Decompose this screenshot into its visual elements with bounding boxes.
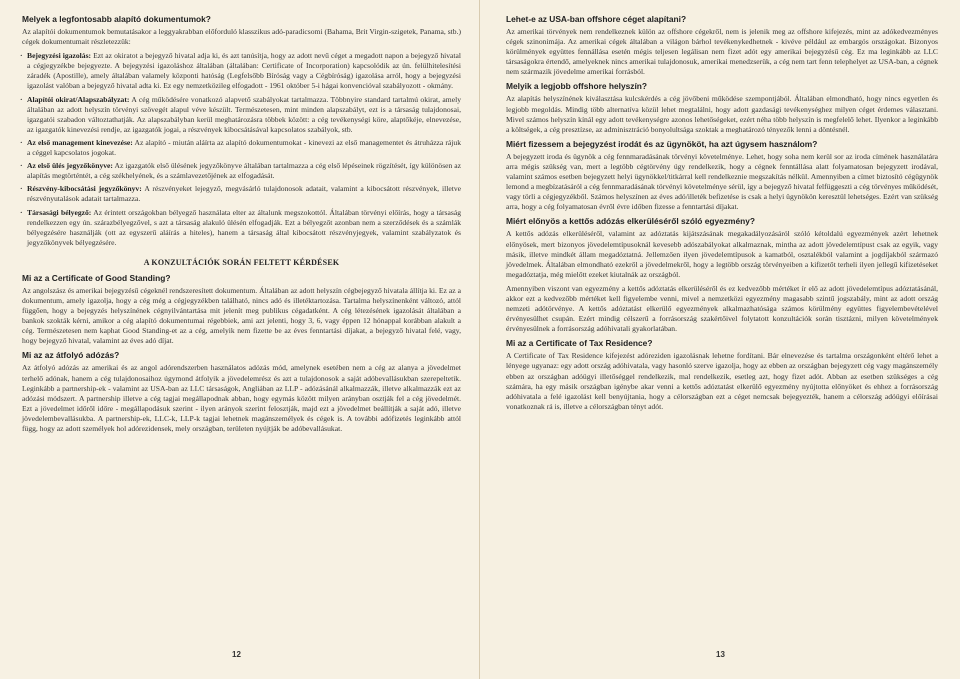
- page-number-left: 12: [232, 650, 241, 659]
- list-item: · Az első management kinevezése: Az alapító - miután aláírta az alapító dokumentumokat - kinevezi az első managementet és átruházza rájuk a céggel kapcsolatos jogokat.: [22, 138, 461, 158]
- question-heading: Miért előnyös a kettős adózás elkerüléséről szóló egyezmény?: [506, 216, 756, 227]
- list-item: · Társasági bélyegző: Az érintett országokban bélyegző használata elter az általunk megszokottól. Általában törvényi előírás, hogy a társaság rendelkezzen egy ún. szárazbélyegzővel, s azt a társaság alakuló ülésén elfogadják. Ezt a bélyegzőt azonban nem a szerződések és a számlák bélyegzésére használják (ott az egyszerű aláírás a hiteles), hanem a társaság által kibocsátott részvényjegyek, valamint szabályzatok és jegyzőkönyvek bélyegzésére.: [22, 208, 461, 248]
- heading-founding-documents: Melyek a legfontosabb alapító dokumentumok?: [22, 14, 211, 24]
- right-page: [480, 0, 960, 679]
- page-number-right: 13: [716, 650, 725, 659]
- answer-paragraph: Amennyiben viszont van egyezmény a kettős adóztatás elkerüléséről és ez kedvezőbb mértéket ír elő az adott jövedelemtípus adóztatásánál, akkor ezt a kedvezőbb mértéket kell figyelembe venni, mivel a nemzetközi egyezmény magasabb szintű jogszabály, mint az adott ország nemzeti adótörvénye. A kettős adóztatást elkerülő egyezmények alkalmazhatósága számos körülmény együttes figyelembevételével érvényesülhet csupán. Ezért mindig célszerű a forrásország szakértőivel folytatott konzultációk során tisztázni, milyen követelmények érvényesülnek a forrásország adóhivatali gyakorlatában.: [506, 283, 938, 334]
- question-heading: Mi az a Certificate of Good Standing?: [22, 272, 171, 283]
- section-title: A KONZULTÁCIÓK SORÁN FELTETT KÉRDÉSEK: [143, 257, 340, 267]
- list-item: · Az első ülés jegyzőkönyve: Az igazgatók első ülésének jegyzőkönyve általában tartalmazza a cég első lépéseinek rögzítését, így különösen az alapítás megtörténtét, a cég székhelyének, és a számlavezetőjének az elfogadását.: [22, 161, 461, 181]
- list-item: · Részvény-kibocsátási jegyzőkönyv: A részvényeket lejegyző, megvásárló tulajdonosok adatait, valamint a kibocsátott részvények, illetve részvényutalások adatait tartalmazza.: [22, 184, 461, 204]
- question-heading: Mi az a Certificate of Tax Residence?: [506, 338, 653, 349]
- question-heading: Mi az az átfolyó adózás?: [22, 350, 120, 361]
- list-item: · Bejegyzési igazolás: Ezt az okiratot a bejegyző hivatal adja ki, és azt tanúsítja, hogy az adott nevű céget a megadott napon a bejegyző hivatal a cégjegyzékbe bejegyezte. A bejegyzési igazoláshoz általában (általában: Certificate of Incorporation) kapcsolódik az ún. felülhitelesítési záradék (Apostille), amely általában valamely központi hatóság (Legfelsőbb Bíróság vagy a Cégbíróság) igazolása arról, hogy a bejegyzési igazolást valóban a bejegyző hivatal adta ki. Ez egy nemzetközileg elfogadott - 1961 október 5-i hágai konvencióval szabályozott - okmány.: [22, 51, 461, 91]
- question-heading: Lehet-e az USA-ban offshore céget alapítani?: [506, 14, 687, 24]
- question-heading: Melyik a legjobb offshore helyszín?: [506, 81, 648, 92]
- intro-paragraph: Az alapítói dokumentumok bemutatásakor a leggyakrabban előforduló klasszikus adó-paradicsomi (Bahama, Brit Virgin-szigetek, Panama, stb.) cégek dokumentumait részletezzük:: [22, 27, 461, 47]
- list-item: · Alapítói okirat/Alapszabályzat: A cég működésére vonatkozó alapvető szabályokat tartalmazza. Többnyire standard tartalmú okirat, amely általában az adott helyszín törvényi szövegét alapul véve készült. Természetesen, mint minden alapszabályt, ezt is a társaság tulajdonosai, igazgatói szabadon változtathatják. Az alapszabályban kerül meghatározásra többek között: a cég tevékenységi köre, alaptőkéje, elnevezése, az igazgatók kinevezési rendje, az igazgatók jogai, a részvények kibocsátásával kapcsolatos szabályok, stb.: [22, 95, 461, 135]
- answer-paragraph: A bejegyzett iroda és ügynök a cég fennmaradásának törvényi követelménye. Lehet, hogy soha nem kerül sor az iroda címének használatára arra mégis szükség van, mert a legtöbb cégtörvény úgy rendelkezik, hogy a cégnek fenntállása alatt folyamatosan bejegyzett irodával, valamint számos esetben bejegyzett helyi ügynökkel/titkárral kell rendelkeznie megszakítás nélkül. Amennyiben a címet biztosító cégügynök lemond a megbízatásáról a cég fennmaradásának törvényi követelménye sérül, így a bejegyző hivatal felfüggeszti a cég törvényes működését, vagy törli a cégjegyzékből. Számos helyszínen az éves adó/illeték befizetése is csak a helyi ügynökön keresztül lehetséges. Ezért van szükség arra, hogy a cég folyamatosan évről évre időben fizesse a fenntartási díjakat.: [506, 151, 938, 212]
- answer-paragraph: A Certificate of Tax Residence kifejezést adóreziden igazolásnak lehetne fordítani. Bár elnevezése és tartalma országonként eltérő lehet a lényege ugyanaz: egy adott ország adóhivatala, vagy hasonló szerve igazolja, hogy az ebben az országban bejegyzett cég vagy magánszemély ebben az országban adóügyi illetőséggel rendelkezik, mal rendelkezik, esetleg azt, hogy fizet adót. Abban az esetben szükséges a cég számára, ha egy másik országban igénybe akar venni a kettős adóztatást elkerülő egyezmény nyújtotta előnyöket és ehhez a forrásország adóhivatala a felé igazolást kell benyújtania, hogy a célországban ezt a céget nemcsak bejegyezték, hanem a célország adóügyi előírásai vonatkoznak rá is, illetve a célországban tényt adót.: [506, 351, 938, 411]
- answer-paragraph: A kettős adózás elkerüléséről, valamint az adóztatás kijátszásának megakadályozásáról szóló kétoldalú egyezmények azért lehetnek előnyösek, mert bizonyos jövedelemtípusoknál kevesebb adószabályokat alkalmaznak, mintha az adott jövedelemtípust csak az egyik, vagy másik, illetve mindkét állam megadóztatná. Jellemzően ilyen jövedelemtípusok a kamatból, osztalékból valamint a jogdíjakból származó jövedelmek. Általában elmondható ezekről a jövedelmekről, hogy a legtöbb ország törvényeiben a kifizetőt terheli ilyen jellegű kifizetéseket megadóztatja, még mielőtt ezeket kiutalnák az országból.: [506, 229, 938, 279]
- answer-paragraph: Az amerikai törvények nem rendelkeznek külön az offshore cégekről, nem is jelenik meg az offshore kifejezés, mint az adókedvezményes cégek szinonimája. Az amerikai cégek általában a világon bárhol tevékenykedhetnek - kivéve például az embargós országokat. Bizonyos körülmények együttes fennállása esetén mégis teljesen legálisan nem fizet adót egy amerikai bejegyzésű cég. Ez ma leginkább az LLC társaságokra értendő, amelyeknek nincs amerikai tulajdonosuk, amerikai menedzserük, a cég nem tart fenn telephelyet az USA-ban, a cégnek nem származik jövedelme amerikai forrásból.: [506, 27, 938, 77]
- answer-paragraph: Az alapítás helyszínének kiválasztása kulcskérdés a cég jövőbeni működése szempontjából. Általában elmondható, hogy nincs egyetlen és legjobb megoldás. Mindig több alternatíva közül lehet megtalálni, hogy adott gazdasági tevékenységhez milyen céget érdemes választani. Mivel számos helyszín kínál egy adott tevékenységre azonos lehetőségeket, ezért néha több helyszín is megfelelő lehet. Ilyenkor a leginkább a költségek, a cég presztízse, az adminisztráció bonyolultsága szoktak a meghatározó tényezők lenni a döntésnél.: [506, 94, 938, 134]
- question-heading: Miért fizessem a bejegyzést irodát és az ügynököt, ha azt úgysem használom?: [506, 138, 818, 149]
- answer-paragraph: Az angolszász és amerikai bejegyzésű cégeknél rendszeresített dokumentum. Általában az adott helyszín cégbejegyző hivatala állítja ki. Ez az a dokumentum, amely igazolja, hogy a cég még a cégjegyzékben található, nincs adó és illetéktartozása. Tartalma helyszínenként változó, attól függően, hogy a bejegyzés helyszínének cégnyilvántartása mit jelenít meg publikus cégadatként. A cég létezésének igazolását általában a bankok szokták kérni, amikor a cég alapító dokumentumai régebbiek, ami azt jelenti, hogy 3, 6, vagy éppen 12 hónappal korábban alakult a cég. Természetesen nem kaphat Good Standing-et az a cég, amelyik nem fizette be az éves fenntartási díjakat, a bejegyző hivatal felé, vagy, hogy bejegyző hivatal, valamint az éves adó díjat.: [22, 285, 461, 346]
- answer-paragraph: Az átfolyó adózás az amerikai és az angol adórendszerben használatos adózás mód, amelynek esetében nem a cég az alanya a jövedelmet terhelő adónak, hanem a cég tulajdonosaihoz úgymond átfolyik a jövedelemrész és azt a tulajdonosok a saját adóbevallásukban szerepeltetik. Leginkább a partnership-ek - valamint az USA-ban az LLC társaságok, Angliában az LLP - adózásánál alkalmazzák, illetve alkalmazzák ezt az adózási módszert. A partnership illetve a cég tagjai megállapodnak abban, hogy egymás között milyen arányban osztják fel a cég jövedelmét. Ezt a jövedelmet időről időre - megállapodásuk szerint - ilyen arányok szerint felosztják, majd ezt a jövedelmet beállítják a saját adó, illetve jövedelembevallásukba. A partnership-ek, LLC-k, LLP-k tagjai lehetnek magánszemélyek és cégek is. A további adófizetés leginkább attól függ, hogy az adott személyek hol adórezidensek, mely országban, területen nyújtják be adóbevallásukat.: [22, 363, 461, 433]
